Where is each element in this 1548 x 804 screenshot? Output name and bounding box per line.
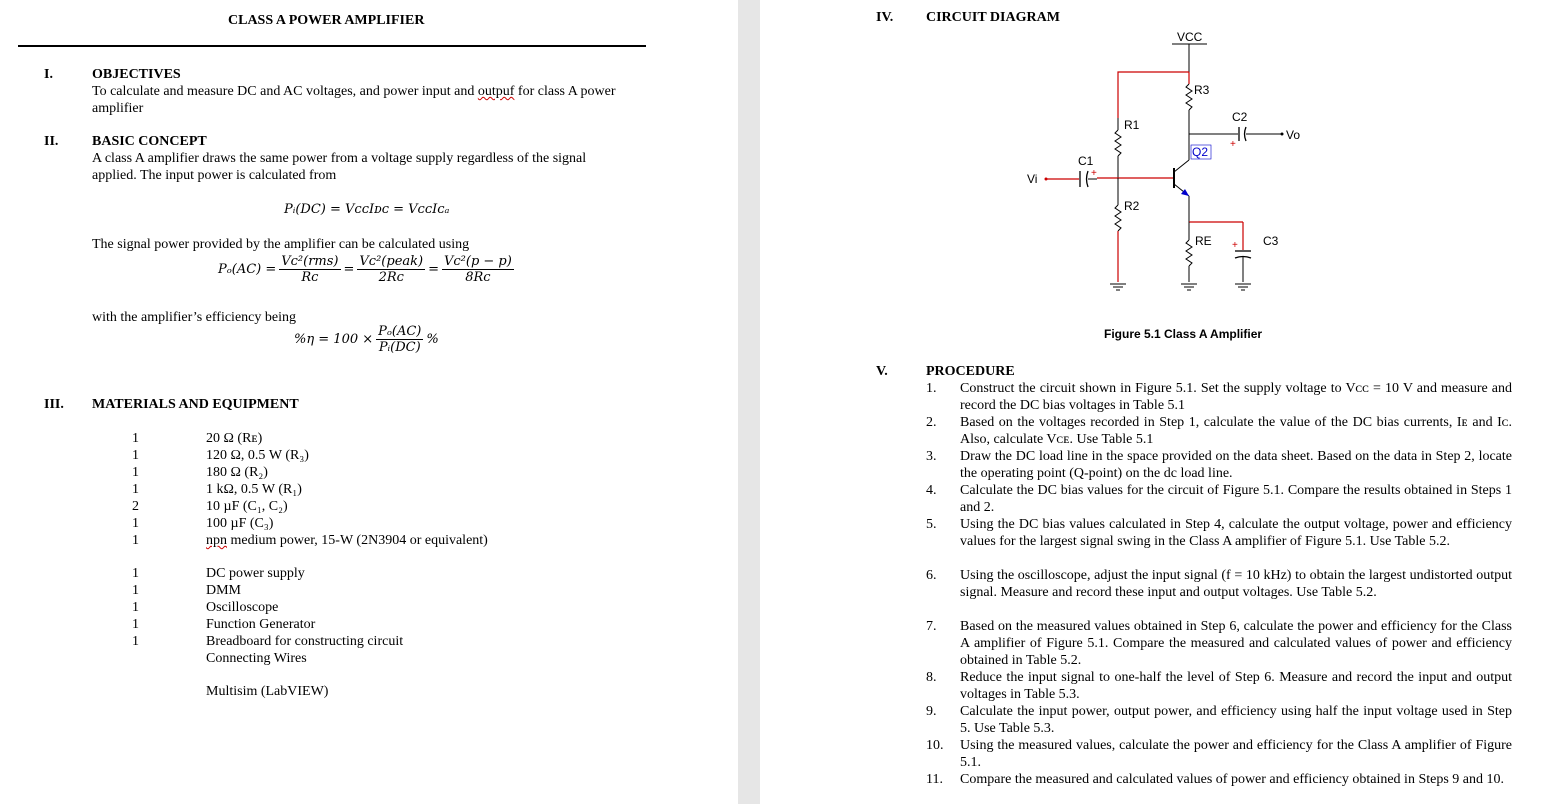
procedure-step: 3. Draw the DC load line in the space provided on the data sheet. Based on the data in Step 2, locate the operating point (Q-point) on the dc load line. bbox=[926, 449, 1512, 481]
re-label: RE bbox=[1195, 234, 1212, 248]
equipment-row: 1 DC power supply bbox=[132, 566, 305, 581]
equation-efficiency: %η = 100 × $\frac{\text{Pₒ(AC)}}{\text{Pᵢ(DC)}}$ % bbox=[294, 324, 439, 355]
section-num-materials: III. bbox=[44, 397, 64, 412]
component-row: 1 1 kΩ, 0.5 W (R₁) bbox=[132, 482, 302, 497]
procedure-step: 11. Compare the measured and calculated values of power and efficiency obtained in Steps 9 and 10. bbox=[926, 772, 1504, 787]
basic-line-3: The signal power provided by the amplifier can be calculated using bbox=[92, 237, 470, 252]
q2-label: Q2 bbox=[1192, 145, 1209, 159]
procedure-step: 1. Construct the circuit shown in Figure 5.1. Set the supply voltage to Vᴄᴄ = 10 V and measure and record the DC bias voltages in Table 5.1 bbox=[926, 381, 1512, 413]
section-num-objectives: I. bbox=[44, 67, 53, 82]
procedure-step: 6. Using the oscilloscope, adjust the input signal (f = 10 kHz) to obtain the largest undistorted output signal. Measure and record these input and output voltages. Use Table 5.2. bbox=[926, 568, 1512, 600]
section-num-basic: II. bbox=[44, 134, 59, 149]
materials-heading: MATERIALS AND EQUIPMENT bbox=[92, 397, 299, 412]
component-row: 1 20 Ω (Rᴇ) bbox=[132, 431, 263, 446]
software-item: Multisim (LabVIEW) bbox=[206, 684, 329, 699]
r3-resistor bbox=[1186, 84, 1192, 110]
right-page bbox=[760, 0, 1548, 804]
equipment-row: 1 Oscilloscope bbox=[132, 600, 279, 615]
c2-label: C2 bbox=[1232, 110, 1248, 124]
c1-label: C1 bbox=[1078, 154, 1094, 168]
title-rule bbox=[18, 45, 646, 47]
basic-heading: BASIC CONCEPT bbox=[92, 134, 207, 149]
r3-label: R3 bbox=[1194, 83, 1210, 97]
procedure-step: 4. Calculate the DC bias values for the circuit of Figure 5.1. Compare the results obtained in Steps 1 and 2. bbox=[926, 483, 1512, 515]
r1-resistor bbox=[1115, 130, 1121, 156]
r1-label: R1 bbox=[1124, 118, 1140, 132]
equipment-row: 1 DMM bbox=[132, 583, 242, 598]
procedure-heading: PROCEDURE bbox=[926, 364, 1015, 379]
re-resistor bbox=[1186, 240, 1192, 266]
procedure-step: 5. Using the DC bias values calculated in Step 4, calculate the output voltage, power and efficiency values for the largest signal swing in the Class A amplifier of Figure 5.1. Use Table 5.2. bbox=[926, 517, 1512, 549]
vo-label: Vo bbox=[1286, 128, 1301, 142]
procedure-step: 8. Reduce the input signal to one-half the level of Step 6. Measure and record the input and output voltages in Table 5.3. bbox=[926, 670, 1512, 702]
c2-plus: + bbox=[1230, 139, 1236, 150]
equation-input-power: Pᵢ(DC) = VᴄᴄIᴅᴄ = VᴄᴄIᴄₐ bbox=[284, 202, 450, 217]
equipment-list bbox=[132, 565, 632, 667]
section-num-circuit: IV. bbox=[876, 10, 894, 25]
procedure-step: 7. Based on the measured values obtained in Step 6, calculate the power and efficiency for the Class A amplifier of Figure 5.1. Compare the measured and calculated values of power and efficiency obtained in Table 5.2. bbox=[926, 619, 1512, 668]
equation-output-power: Pₒ(AC) = $\frac{\text{Vᴄ²(rms)}}{\text{Rᴄ}}$ = $\frac{\text{Vᴄ²(peak)}}{\text{2Rᴄ}}$ = $\frac{\text{Vᴄ²(p − p)}}{\text{8Rᴄ}}$ bbox=[218, 254, 512, 285]
figure-caption: Figure 5.1 Class A Amplifier bbox=[1104, 327, 1263, 341]
basic-line-2: applied. The input power is calculated from bbox=[92, 168, 337, 183]
r2-resistor bbox=[1115, 205, 1121, 231]
section-num-procedure: V. bbox=[876, 364, 888, 379]
circuit-diagram bbox=[760, 0, 1548, 320]
component-row: 1 120 Ω, 0.5 W (R₃) bbox=[132, 448, 309, 463]
c1-plus: + bbox=[1091, 168, 1097, 179]
page-title: CLASS A POWER AMPLIFIER bbox=[228, 13, 425, 28]
circuit-heading: CIRCUIT DIAGRAM bbox=[926, 10, 1060, 25]
procedure-steps bbox=[926, 380, 1512, 804]
equipment-row: Connecting Wires bbox=[206, 651, 307, 666]
component-row: 1 180 Ω (R₂) bbox=[132, 465, 268, 480]
left-page bbox=[0, 0, 738, 804]
equipment-row: 1 Function Generator bbox=[132, 617, 316, 632]
objectives-text: To calculate and measure DC and AC voltages, and power input and outpuf for class A power bbox=[92, 84, 616, 99]
basic-line-4: with the amplifier’s efficiency being bbox=[92, 310, 296, 325]
components-list bbox=[132, 430, 632, 549]
component-row: 1 100 µF (C₃) bbox=[132, 516, 274, 531]
c3-label: C3 bbox=[1263, 234, 1279, 248]
objectives-text-2: amplifier bbox=[92, 101, 144, 116]
procedure-step: 9. Calculate the input power, output power, and efficiency using half the input voltage used in Step 5. Use Table 5.3. bbox=[926, 704, 1512, 736]
procedure-step: 10. Using the measured values, calculate the power and efficiency for the Class A amplifier of Figure 5.1. bbox=[926, 738, 1512, 770]
vi-label: Vi bbox=[1027, 172, 1038, 186]
objectives-heading: OBJECTIVES bbox=[92, 67, 181, 82]
component-row: 2 10 µF (C₁, C₂) bbox=[132, 499, 288, 514]
equipment-row: 1 Breadboard for constructing circuit bbox=[132, 634, 404, 649]
vcc-label: VCC bbox=[1177, 30, 1203, 44]
basic-line-1: A class A amplifier draws the same power from a voltage supply regardless of the signal bbox=[92, 151, 587, 166]
c3-plus: + bbox=[1232, 240, 1238, 251]
procedure-step: 2. Based on the voltages recorded in Step 1, calculate the value of the DC bias currents, Iᴇ and Iᴄ. Also, calculate Vᴄᴇ. Use Table 5.1 bbox=[926, 415, 1512, 447]
r2-label: R2 bbox=[1124, 199, 1140, 213]
component-row: 1 npn medium power, 15-W (2N3904 or equivalent) bbox=[132, 533, 488, 548]
